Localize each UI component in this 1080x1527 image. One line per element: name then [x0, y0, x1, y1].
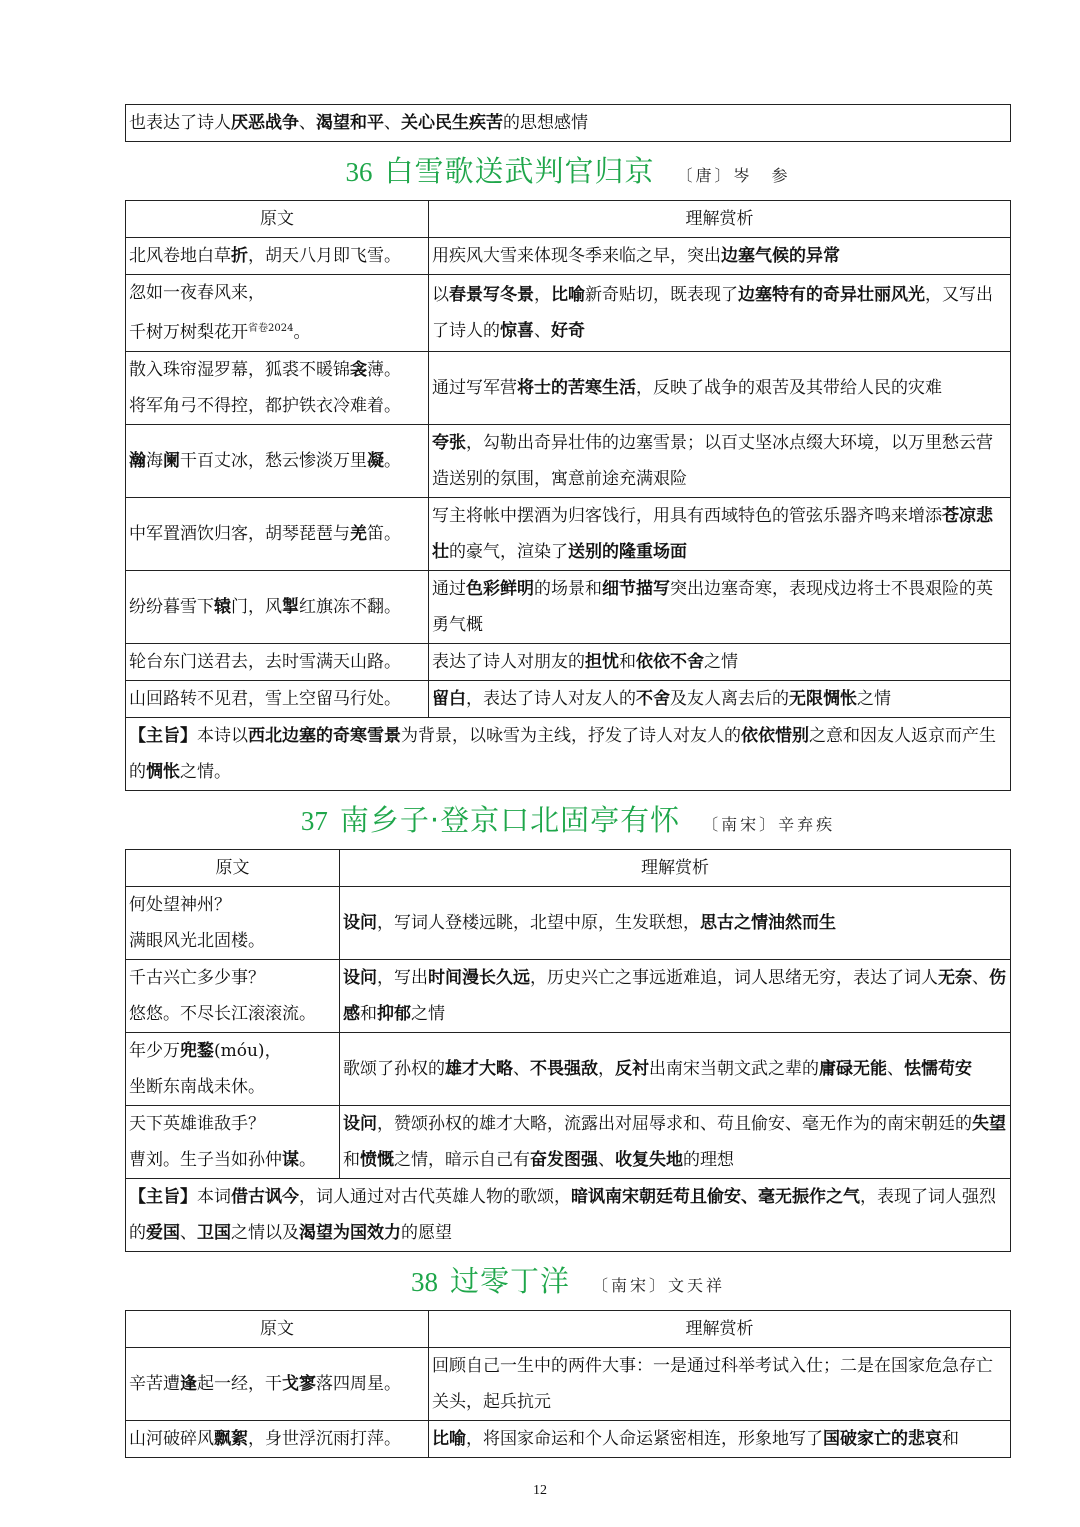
poem-author: 〔唐〕岑 参 [676, 166, 791, 185]
table-row [126, 959, 1011, 1032]
original-text [126, 1032, 340, 1105]
bold-keyword: 【主旨】 [129, 1186, 197, 1207]
bold-keyword: 边塞气候的异常 [721, 246, 840, 266]
original-text [126, 351, 429, 424]
verse-line: 千树万树梨花开$^{省卷2024}$。 [129, 322, 311, 343]
bold-keyword: 关心民生疾苦 [401, 113, 503, 133]
bold-keyword: 厌恶战争 [231, 113, 299, 133]
bold-keyword: 时间漫长久远 [428, 967, 530, 988]
bold-keyword: 瀚 [129, 450, 146, 471]
analysis-text: 通过写军营将士的苦寒生活，反映了战争的艰苦及其带给人民的灾难 [429, 351, 1011, 424]
table-row [126, 1032, 1011, 1105]
analysis-text: 歌颂了孙权的雄才大略、不畏强敌，反衬出南宋当朝文武之辈的庸碌无能、怯懦苟安 [340, 1032, 1011, 1105]
bold-keyword: 苍凉悲壮 [432, 505, 993, 562]
verse-line: 何处望神州？ [129, 894, 231, 915]
bold-keyword: 边塞特有的奇异壮丽风光 [738, 284, 925, 305]
poem-name: 白雪歌送武判官归京 [384, 154, 655, 188]
analysis-text: 通过色彩鲜明的场景和细节描写突出边塞奇寒，表现戍边将士不畏艰险的英勇气概 [429, 570, 1011, 643]
verse-line: 山河破碎风飘絮，身世浮沉雨打萍。 [129, 1428, 401, 1449]
poem-number: 37 [300, 805, 328, 836]
verse-line: 满眼风光北固楼。 [129, 930, 265, 951]
theme-text: 【主旨】本词借古讽今，词人通过对古代英雄人物的歌颂，暗讽南宋朝廷苟且偷安、毫无振作之气，表现了词人强烈的爱国、卫国之情以及渴望为国效力的愿望 [126, 1178, 1011, 1251]
bold-keyword: 戈寥 [282, 1373, 316, 1394]
bold-keyword: 怯懦苟安 [904, 1058, 972, 1079]
analysis-text: 表达了诗人对朋友的担忧和依依不舍之情 [429, 643, 1011, 680]
bold-keyword: 色彩鲜明 [466, 578, 534, 599]
original-text [126, 886, 340, 959]
bold-keyword: 比喻 [432, 1428, 466, 1449]
verse-line: 辛苦遭逢起一经，干戈寥落四周星。 [129, 1373, 401, 1394]
verse-line: 忽如一夜春风来， [129, 283, 265, 303]
analysis-text: 回顾自己一生中的两件大事：一是通过科举考试入仕；二是在国家危急存亡关头，起兵抗元 [429, 1347, 1011, 1420]
table-row [126, 497, 1011, 570]
verse-line: 曹刘。生子当如孙仲谋。 [129, 1149, 316, 1170]
original-text [126, 238, 429, 275]
analysis-text: 设问，写词人登楼远眺，北望中原，生发联想，思古之情油然而生 [340, 886, 1011, 959]
verse-line: 将军角弓不得控，都护铁衣冷难着。 [129, 395, 401, 416]
original-text [126, 424, 429, 497]
poem-title [125, 1252, 1011, 1310]
table-row [126, 275, 1011, 352]
poem-title [125, 142, 1011, 200]
table-row [126, 643, 1011, 680]
verse-line: 轮台东门送君去，去时雪满天山路。 [129, 651, 401, 672]
table-row [126, 1105, 1011, 1178]
bold-keyword: 爱国 [146, 1222, 180, 1243]
table-row [126, 424, 1011, 497]
header-analysis: 理解赏析 [340, 849, 1011, 886]
bold-keyword: 细节描写 [602, 578, 670, 599]
original-text [126, 497, 429, 570]
analysis-text: 夸张，勾勒出奇异壮伟的边塞雪景；以百丈坚冰点缀大环境，以万里愁云营造送别的氛围，寓意前途充满艰险 [429, 424, 1011, 497]
top-note-table [125, 104, 1011, 142]
poem-38 [125, 1252, 1011, 1458]
top-note-text: 也表达了诗人厌恶战争、渴望和平、关心民生疾苦的思想感情 [126, 105, 1011, 142]
header-analysis: 理解赏析 [429, 1310, 1011, 1347]
bold-keyword: 依依不舍 [636, 651, 704, 672]
bold-keyword: 思古之情油然而生 [700, 912, 836, 933]
bold-keyword: 夸张 [432, 432, 466, 453]
bold-keyword: 凝 [367, 450, 384, 471]
bold-keyword: 【主旨】 [129, 725, 197, 746]
verse-line: 山回路转不见君，雪上空留马行处。 [129, 688, 401, 709]
bold-keyword: 兜鍪 [180, 1040, 214, 1061]
original-text [126, 680, 429, 717]
original-text [126, 570, 429, 643]
bold-keyword: 无限惆怅 [789, 688, 857, 709]
bold-keyword: 留白 [432, 688, 466, 709]
bold-keyword: 春景写冬景 [449, 284, 534, 305]
bold-keyword: 将士的苦寒生活 [517, 377, 636, 398]
bold-keyword: 掣 [282, 596, 299, 617]
bold-keyword: 借古讽今 [231, 1186, 299, 1207]
bold-keyword: 折 [231, 246, 248, 266]
verse-line: 纷纷暮雪下辕门，风掣红旗冻不翻。 [129, 596, 401, 617]
poem-name: 过零丁洋 [449, 1263, 570, 1298]
bold-keyword: 阑 [163, 450, 180, 471]
poem-title [125, 791, 1011, 849]
bold-keyword: 比喻 [551, 284, 585, 305]
page [125, 0, 1011, 1458]
table-row [126, 1347, 1011, 1420]
bold-keyword: 抑郁 [377, 1003, 411, 1024]
bold-keyword: 惆怅 [146, 761, 180, 782]
bold-keyword: 设问 [343, 912, 377, 933]
poem-table [125, 200, 1011, 791]
bold-keyword: 担忧 [585, 651, 619, 672]
analysis-text: 设问，写出时间漫长久远，历史兴亡之事远逝难追，词人思绪无穷，表达了词人无奈、伤感和抑郁之情 [340, 959, 1011, 1032]
bold-keyword: 不舍 [636, 688, 670, 709]
poem-table [125, 1310, 1011, 1458]
page-number: 12 [533, 1483, 547, 1498]
verse-line: 天下英雄谁敌手？ [129, 1113, 265, 1134]
verse-line: 中军置酒饮归客，胡琴琵琶与羌笛。 [129, 523, 401, 544]
analysis-text: 用疾风大雪来体现冬季来临之早，突出边塞气候的异常 [429, 238, 1011, 275]
poem-table [125, 849, 1011, 1252]
bold-keyword: 收复失地 [615, 1149, 683, 1170]
bold-keyword: 暗讽南宋朝廷苟且偷安、毫无振作之气 [571, 1186, 860, 1207]
bold-keyword: 羌 [350, 523, 367, 544]
bold-keyword: 愤慨 [360, 1149, 394, 1170]
theme-row [126, 1178, 1011, 1251]
theme-text: 【主旨】本诗以西北边塞的奇寒雪景为背景，以咏雪为主线，抒发了诗人对友人的依依惜别之意和因友人返京而产生的惆怅之情。 [126, 717, 1011, 790]
bold-keyword: 卫国 [197, 1222, 231, 1243]
bold-keyword: 庸碌无能 [819, 1058, 887, 1079]
exam-note: 省卷2024 [248, 323, 294, 334]
header-original: 原文 [126, 201, 429, 238]
bold-keyword: 好奇 [551, 320, 585, 341]
theme-row [126, 717, 1011, 790]
table-row [126, 351, 1011, 424]
original-text [126, 1105, 340, 1178]
poem-author: 〔南宋〕辛弃疾 [702, 814, 836, 834]
verse-line: 瀚海阑干百丈冰，愁云惨淡万里凝。 [129, 450, 401, 471]
analysis-text: 以春景写冬景，比喻新奇贴切，既表现了边塞特有的奇异壮丽风光，又写出了诗人的惊喜、好奇 [429, 275, 1011, 352]
bold-keyword: 反衬 [615, 1058, 649, 1079]
bold-keyword: 伤感 [343, 967, 1006, 1024]
poem-number: 38 [410, 1266, 438, 1297]
bold-keyword: 国破家亡的悲哀 [823, 1428, 942, 1449]
verse-line: 北风卷地白草折，胡天八月即飞雪。 [129, 246, 401, 266]
bold-keyword: 奋发图强 [530, 1149, 598, 1170]
bold-keyword: 飘絮 [214, 1428, 248, 1449]
bold-keyword: 西北边塞的奇寒雪景 [248, 725, 401, 746]
poem-number: 36 [345, 157, 373, 187]
original-text [126, 643, 429, 680]
analysis-text: 比喻，将国家命运和个人命运紧密相连，形象地写了国破家亡的悲哀和 [429, 1420, 1011, 1457]
header-original: 原文 [126, 849, 340, 886]
poem-author: 〔南宋〕文天祥 [592, 1275, 726, 1295]
table-row [126, 238, 1011, 275]
header-analysis: 理解赏析 [429, 201, 1011, 238]
bold-keyword: 依依惜别 [741, 725, 809, 746]
original-text [126, 1420, 429, 1457]
analysis-text: 设问，赞颂孙权的雄才大略，流露出对屈辱求和、苟且偷安、毫无作为的南宋朝廷的失望和愤慨之情，暗示自己有奋发图强、收复失地的理想 [340, 1105, 1011, 1178]
original-text [126, 275, 429, 352]
original-text [126, 959, 340, 1032]
bold-keyword: 渴望为国效力 [299, 1222, 401, 1243]
bold-keyword: 衾 [350, 359, 367, 380]
verse-line: 年少万兜鍪(móu)， [129, 1040, 282, 1061]
bold-keyword: 谋 [282, 1149, 299, 1170]
bold-keyword: 辕 [214, 596, 231, 617]
verse-line: 千古兴亡多少事？ [129, 967, 265, 988]
bold-keyword: 雄才大略 [445, 1058, 513, 1079]
verse-line: 悠悠。不尽长江滚滚流。 [129, 1003, 316, 1024]
bold-keyword: 渴望和平 [316, 113, 384, 133]
poem-37 [125, 791, 1011, 1252]
verse-line: 散入珠帘湿罗幕，狐裘不暖锦衾薄。 [129, 359, 401, 380]
poem-name: 南乡子·登京口北固亭有怀 [339, 802, 681, 837]
bold-keyword: 逢 [180, 1373, 197, 1394]
table-row [126, 680, 1011, 717]
analysis-text: 写主将帐中摆酒为归客饯行，用具有西域特色的管弦乐器齐鸣来增添苍凉悲壮的豪气，渲染了送别的隆重场面 [429, 497, 1011, 570]
table-row [126, 1420, 1011, 1457]
bold-keyword: 设问 [343, 1113, 377, 1134]
bold-keyword: 失望 [972, 1113, 1006, 1134]
verse-line: 坐断东南战未休。 [129, 1076, 265, 1097]
bold-keyword: 无奈 [938, 967, 972, 988]
original-text [126, 1347, 429, 1420]
bold-keyword: 惊喜 [500, 320, 534, 341]
table-row [126, 570, 1011, 643]
bold-keyword: 送别的隆重场面 [568, 541, 687, 562]
poem-36 [125, 142, 1011, 791]
bold-keyword: 设问 [343, 967, 377, 988]
table-row [126, 886, 1011, 959]
header-original: 原文 [126, 1310, 429, 1347]
bold-keyword: 不畏强敌 [530, 1058, 598, 1079]
analysis-text: 留白，表达了诗人对友人的不舍及友人离去后的无限惆怅之情 [429, 680, 1011, 717]
